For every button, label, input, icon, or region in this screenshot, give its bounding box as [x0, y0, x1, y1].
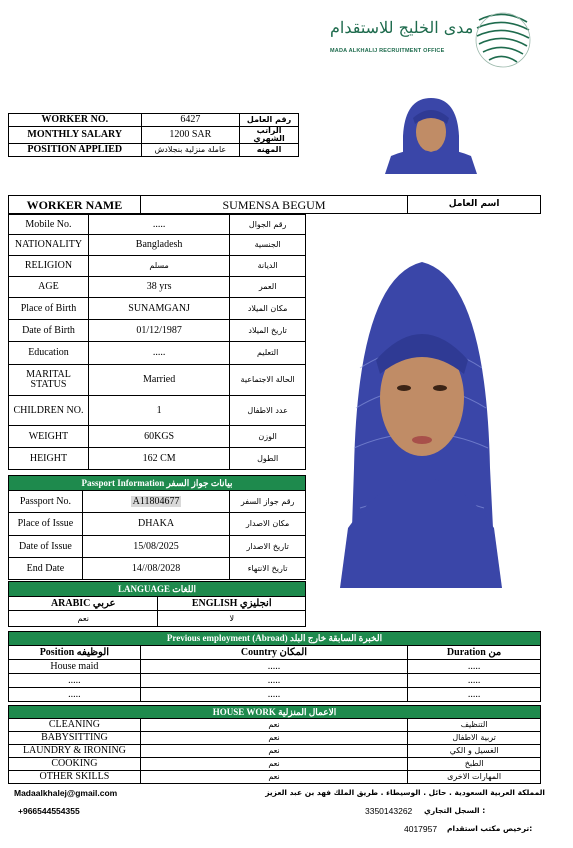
- detail-label: MARITAL STATUS: [9, 365, 89, 396]
- detail-label: Mobile No.: [9, 215, 89, 235]
- table-row: [9, 256, 306, 277]
- footer-cr-label: السجل التجاري :: [424, 806, 486, 815]
- employment-duration: .....: [408, 688, 541, 702]
- table-row: [9, 582, 306, 597]
- logo-english-text: MADA ALKHALIJ RECRUITMENT OFFICE: [330, 48, 445, 54]
- employment-duration: .....: [408, 674, 541, 688]
- worker-photo-small: [385, 96, 477, 174]
- footer-license-number: 4017957: [404, 824, 438, 834]
- table-row: [9, 558, 306, 580]
- english-value: لا: [158, 611, 306, 627]
- detail-label-ar: الديانة: [230, 256, 306, 277]
- position-value: عاملة منزلية بنجلادش: [141, 144, 240, 157]
- passport-label: Passport No.: [9, 491, 83, 513]
- employment-country: .....: [140, 660, 407, 674]
- skill-label: OTHER SKILLS: [9, 771, 141, 784]
- logo-emblem-icon: [473, 10, 533, 68]
- detail-label: CHILDREN NO.: [9, 396, 89, 426]
- detail-label: RELIGION: [9, 256, 89, 277]
- table-row: [9, 536, 306, 558]
- detail-label: AGE: [9, 277, 89, 298]
- passport-header: Passport Information بيانات جواز السفر: [9, 476, 306, 491]
- skill-value: نعم: [140, 745, 407, 758]
- logo-arabic-text: مدى الخليج للاستقدام: [330, 18, 474, 37]
- detail-label-ar: الطول: [230, 448, 306, 470]
- detail-value: .....: [88, 215, 229, 235]
- detail-value: مسلم: [88, 256, 229, 277]
- employment-country: .....: [140, 688, 407, 702]
- skill-label-ar: التنظيف: [408, 719, 541, 732]
- house-work-table: [8, 705, 541, 784]
- country-col-header: Country المكان: [140, 646, 407, 660]
- salary-label: MONTHLY SALARY: [9, 127, 142, 144]
- employment-header: Previous employment (Abroad) الخبرة السابقة خارج البلد: [9, 632, 541, 646]
- top-info-table: [8, 113, 299, 157]
- employment-position: .....: [9, 674, 141, 688]
- footer-phone[interactable]: +966544554355: [18, 806, 80, 816]
- worker-name-label: WORKER NAME: [9, 196, 141, 214]
- employment-position: House maid: [9, 660, 141, 674]
- detail-value: 60KGS: [88, 426, 229, 448]
- skill-label: LAUNDRY & IRONING: [9, 745, 141, 758]
- detail-value: Bangladesh: [88, 235, 229, 256]
- table-row: [9, 745, 541, 758]
- detail-value: Married: [88, 365, 229, 396]
- salary-label-ar: الراتب الشهري: [240, 127, 299, 144]
- passport-label-ar: رقم جواز السفر: [230, 491, 306, 513]
- table-row: [9, 114, 299, 127]
- duration-col-header: Duration من: [408, 646, 541, 660]
- table-row: [9, 448, 306, 470]
- detail-label: NATIONALITY: [9, 235, 89, 256]
- skill-label: COOKING: [9, 758, 141, 771]
- arabic-label: ARABIC عربي: [9, 597, 158, 611]
- passport-label: End Date: [9, 558, 83, 580]
- worker-photo-large: [340, 248, 502, 588]
- table-row: [9, 732, 541, 745]
- footer-license-label: ترخيص مكتب استقدام:: [447, 824, 533, 833]
- detail-label: Education: [9, 342, 89, 365]
- skill-value: نعم: [140, 732, 407, 745]
- skill-label: CLEANING: [9, 719, 141, 732]
- table-row: [9, 342, 306, 365]
- worker-no-value: 6427: [141, 114, 240, 127]
- worker-name-label-ar: اسم العامل: [408, 196, 541, 214]
- worker-no-label-ar: رقم العامل: [240, 114, 299, 127]
- table-row: [9, 611, 306, 627]
- passport-value: 15/08/2025: [82, 536, 229, 558]
- previous-employment-table: [8, 631, 541, 702]
- footer-email[interactable]: Madaalkhalej@gmail.com: [14, 788, 118, 798]
- passport-table: [8, 475, 306, 580]
- table-row: [9, 771, 541, 784]
- company-logo: [330, 10, 535, 62]
- table-row: [9, 298, 306, 320]
- skill-label-ar: تربية الاطفال: [408, 732, 541, 745]
- table-row: [9, 660, 541, 674]
- passport-label-ar: تاريخ الانتهاء: [230, 558, 306, 580]
- detail-value: 38 yrs: [88, 277, 229, 298]
- language-header: LANGUAGE اللغات: [9, 582, 306, 597]
- detail-value: .....: [88, 342, 229, 365]
- detail-label-ar: التعليم: [230, 342, 306, 365]
- detail-label: Place of Birth: [9, 298, 89, 320]
- table-row: [9, 758, 541, 771]
- table-row: [9, 127, 299, 144]
- english-label: ENGLISH انجليزي: [158, 597, 306, 611]
- detail-label-ar: رقم الجوال: [230, 215, 306, 235]
- position-col-header: Position الوظيفه: [9, 646, 141, 660]
- footer-cr-number: 3350143262: [365, 806, 413, 816]
- detail-label: WEIGHT: [9, 426, 89, 448]
- table-row: [9, 632, 541, 646]
- detail-label-ar: الحالة الاجتماعية: [230, 365, 306, 396]
- detail-label: Date of Birth: [9, 320, 89, 342]
- skill-label-ar: الغسيل و الكي: [408, 745, 541, 758]
- passport-number: A11804677: [132, 495, 180, 507]
- worker-name-value: SUMENSA BEGUM: [140, 196, 407, 214]
- passport-label: Place of Issue: [9, 513, 83, 536]
- detail-value: SUNAMGANJ: [88, 298, 229, 320]
- passport-label-ar: تاريخ الاصدار: [230, 536, 306, 558]
- table-row: [9, 196, 541, 214]
- table-row: [9, 365, 306, 396]
- employment-duration: .....: [408, 660, 541, 674]
- passport-label-ar: مكان الاصدار: [230, 513, 306, 536]
- table-row: [9, 277, 306, 298]
- detail-value: 01/12/1987: [88, 320, 229, 342]
- detail-value: 1: [88, 396, 229, 426]
- passport-value: [82, 491, 229, 513]
- detail-label-ar: مكان الميلاد: [230, 298, 306, 320]
- table-row: [9, 426, 306, 448]
- passport-label: Date of Issue: [9, 536, 83, 558]
- table-row: [9, 320, 306, 342]
- table-row: [9, 719, 541, 732]
- position-label: POSITION APPLIED: [9, 144, 142, 157]
- table-row: [9, 513, 306, 536]
- salary-value: 1200 SAR: [141, 127, 240, 144]
- worker-name-table: [8, 195, 541, 214]
- skill-value: نعم: [140, 719, 407, 732]
- table-row: [9, 491, 306, 513]
- position-label-ar: المهنه: [240, 144, 299, 157]
- skill-value: نعم: [140, 758, 407, 771]
- table-row: [9, 215, 306, 235]
- skill-label: BABYSITTING: [9, 732, 141, 745]
- footer-address: المملكة العربية السعودية . حائل . الوسيطاء . طريق الملك فهد بن عبد العزيز: [265, 788, 545, 797]
- arabic-value: نعم: [9, 611, 158, 627]
- house-work-header: HOUSE WORK الاعمال المنزلية: [9, 706, 541, 719]
- skill-label-ar: الطبخ: [408, 758, 541, 771]
- detail-label-ar: الوزن: [230, 426, 306, 448]
- table-row: [9, 706, 541, 719]
- detail-label-ar: الجنسية: [230, 235, 306, 256]
- table-row: [9, 396, 306, 426]
- detail-label-ar: تاريخ الميلاد: [230, 320, 306, 342]
- table-row: [9, 144, 299, 157]
- passport-value: DHAKA: [82, 513, 229, 536]
- detail-value: 162 CM: [88, 448, 229, 470]
- table-row: [9, 688, 541, 702]
- employment-position: .....: [9, 688, 141, 702]
- detail-label-ar: العمر: [230, 277, 306, 298]
- skill-value: نعم: [140, 771, 407, 784]
- table-row: [9, 597, 306, 611]
- detail-label: HEIGHT: [9, 448, 89, 470]
- details-table: [8, 214, 306, 470]
- employment-country: .....: [140, 674, 407, 688]
- skill-label-ar: المهارات الاخرى: [408, 771, 541, 784]
- table-row: [9, 674, 541, 688]
- worker-no-label: WORKER NO.: [9, 114, 142, 127]
- table-row: [9, 476, 306, 491]
- table-row: [9, 646, 541, 660]
- detail-label-ar: عدد الاطفال: [230, 396, 306, 426]
- table-row: [9, 235, 306, 256]
- passport-value: 14//08/2028: [82, 558, 229, 580]
- language-table: [8, 581, 306, 627]
